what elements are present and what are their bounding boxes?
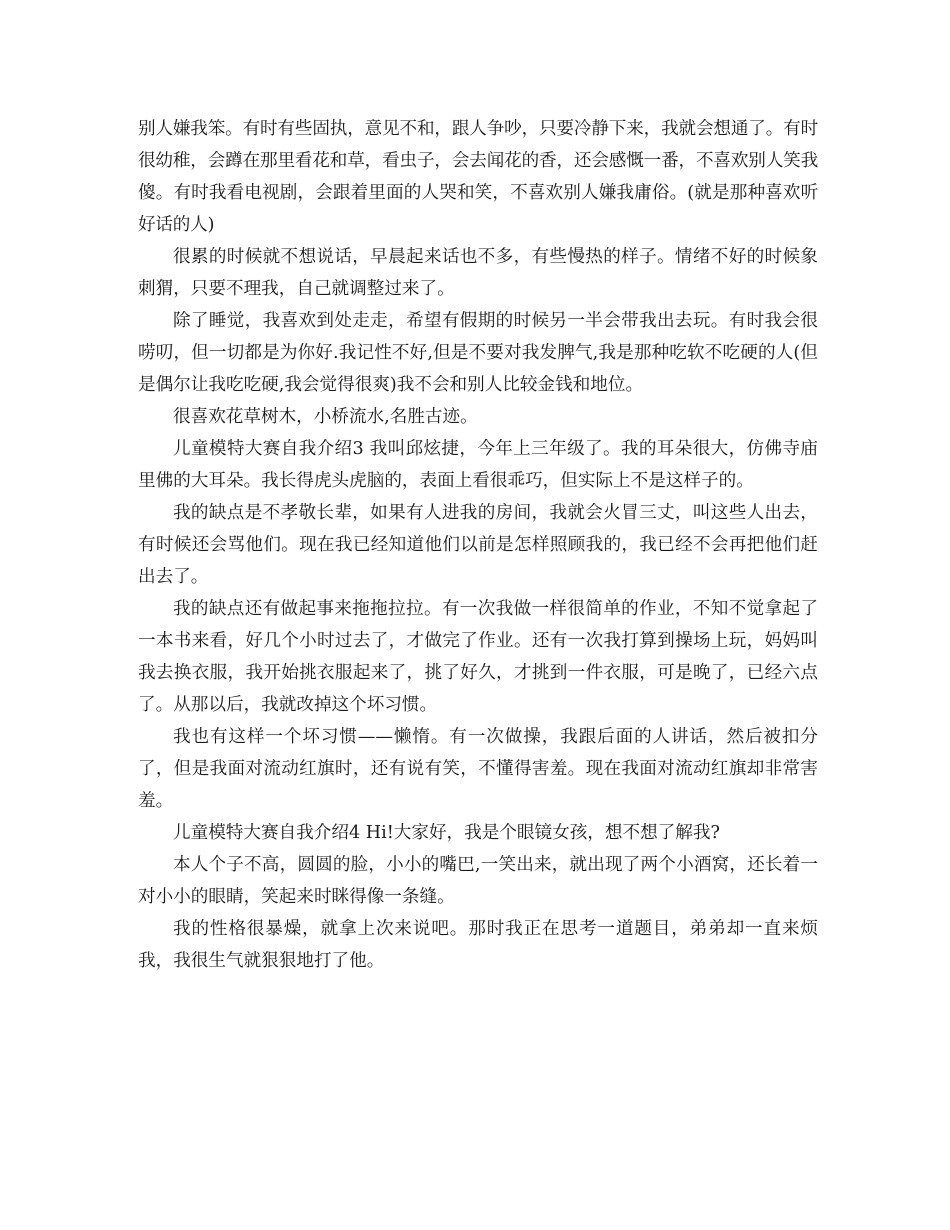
paragraph: 我的缺点还有做起事来拖拖拉拉。有一次我做一样很简单的作业，不知不觉拿起了一本书来看，好几个小时过去了，才做完了作业。还有一次我打算到操场上玩，妈妈叫我去换衣服，我开始挑衣服起来了，挑了好久，才挑到一件衣服，可是晚了，已经六点了。从那以后，我就改掉这个坏习惯。 bbox=[138, 599, 818, 715]
paragraph: 很累的时候就不想说话，早晨起来话也不多，有些慢热的样子。情绪不好的时候象刺猬，只要不理我，自己就调整过来了。 bbox=[138, 247, 818, 299]
paragraph: 儿童模特大赛自我介绍4 Hi!大家好，我是个眼镜女孩，想不想了解我? bbox=[173, 823, 720, 843]
paragraph: 本人个子不高，圆圆的脸，小小的嘴巴,一笑出来，就出现了两个小酒窝，还长着一对小小的眼睛，笑起来时眯得像一条缝。 bbox=[138, 855, 818, 907]
document-body bbox=[138, 113, 818, 977]
paragraph: 很喜欢花草树木，小桥流水,名胜古迹。 bbox=[173, 407, 478, 427]
paragraph: 我的缺点是不孝敬长辈，如果有人进我的房间，我就会火冒三丈，叫这些人出去，有时候还会骂他们。现在我已经知道他们以前是怎样照顾我的，我已经不会再把他们赶出去了。 bbox=[138, 503, 818, 587]
paragraph: 我的性格很暴燥，就拿上次来说吧。那时我正在思考一道题目，弟弟却一直来烦我，我很生气就狠狠地打了他。 bbox=[138, 919, 818, 971]
paragraph: 儿童模特大赛自我介绍3 我叫邱炫捷，今年上三年级了。我的耳朵很大，仿佛寺庙里佛的大耳朵。我长得虎头虎脑的，表面上看很乖巧，但实际上不是这样子的。 bbox=[138, 439, 818, 491]
paragraph: 别人嫌我笨。有时有些固执，意见不和，跟人争吵，只要冷静下来，我就会想通了。有时很幼稚，会蹲在那里看花和草，看虫子，会去闻花的香，还会感慨一番，不喜欢别人笑我傻。有时我看电视剧，会跟着里面的人哭和笑，不喜欢别人嫌我庸俗。(就是那种喜欢听好话的人) bbox=[138, 119, 818, 235]
paragraph: 除了睡觉，我喜欢到处走走，希望有假期的时候另一半会带我出去玩。有时我会很唠叨，但一切都是为你好.我记性不好,但是不要对我发脾气,我是那种吃软不吃硬的人(但是偶尔让我吃吃硬,我会觉得很爽)我不会和别人比较金钱和地位。 bbox=[138, 311, 818, 395]
paragraph: 我也有这样一个坏习惯——懒惰。有一次做操，我跟后面的人讲话，然后被扣分了，但是我面对流动红旗时，还有说有笑，不懂得害羞。现在我面对流动红旗却非常害羞。 bbox=[138, 727, 818, 811]
